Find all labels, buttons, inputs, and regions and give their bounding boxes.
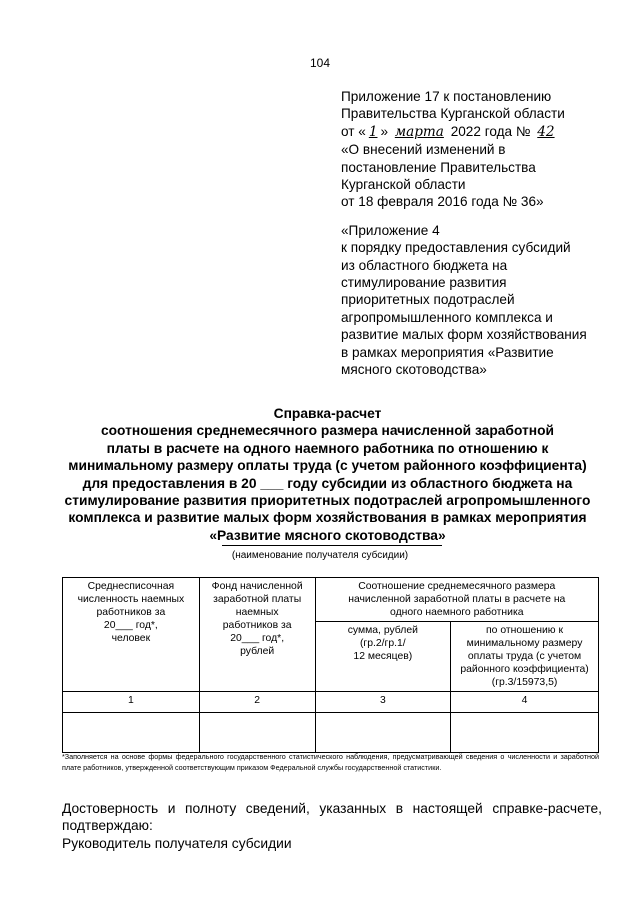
annex-line-5: постановление Правительства — [341, 159, 536, 175]
footnote: *Заполняется на основе формы федерального государственного статистического наблюдения, предусматривающей сведения о численности и заработной плате работников, утвержденной соответствующим приказом Федеральной службы государственной статистики. — [62, 752, 599, 772]
title-line: соотношения среднемесячного размера начисленной заработной — [100, 423, 555, 439]
column-number: 3 — [315, 692, 451, 713]
title-line: «Развитие мясного скотоводства» — [209, 527, 446, 543]
employee-count-cell[interactable] — [63, 713, 200, 753]
appendix-line: в рамках мероприятия «Развитие — [341, 344, 554, 360]
annex-block — [341, 88, 611, 379]
document-title — [55, 405, 600, 544]
annex-date-prefix: от « — [341, 123, 366, 139]
confirmation-line-1: Достоверность и полноту сведений, указанных в настоящей справке-расчете, — [62, 801, 602, 816]
payroll-fund-cell[interactable] — [199, 713, 315, 753]
page-number: 104 — [309, 56, 331, 70]
annex-line-1: Приложение 17 к постановлению — [341, 89, 552, 104]
annex-line-2: Правительства Курганской области — [341, 106, 565, 122]
header-employee-count: Среднесписочная численность наемных работников за 20___ год*, человек — [63, 578, 200, 692]
confirmation-line-2: подтверждаю: — [62, 818, 153, 834]
annex-date-year: 2022 года № — [450, 123, 531, 139]
calculation-table — [62, 577, 599, 753]
appendix-line: развитие малых форм хозяйствования — [341, 327, 587, 343]
appendix-line: из областного бюджета на — [341, 257, 508, 273]
appendix-line: приоритетных подотраслей — [341, 292, 515, 308]
title-line: комплекса и развитие малых форм хозяйствования в рамках мероприятия — [68, 510, 587, 526]
title-line: Справка-расчет — [273, 406, 382, 421]
amount-cell[interactable] — [315, 713, 451, 753]
handwritten-day: 1 — [368, 123, 378, 140]
column-number: 2 — [199, 692, 315, 713]
appendix-line: к порядку предоставления субсидий — [341, 240, 571, 256]
header-payroll-fund: Фонд начисленной заработной платы наемных работников за 20___ год*, рублей — [199, 578, 315, 692]
recipient-name-field[interactable] — [222, 545, 442, 546]
appendix-line: «Приложение 4 — [341, 222, 440, 238]
title-line: для предоставления в 20 ___ году субсидии из областного бюджета на — [82, 475, 573, 491]
appendix-line: мясного скотоводства» — [341, 362, 487, 378]
title-line: минимальному размеру оплаты труда (с учетом районного коэффициента) — [68, 458, 587, 474]
ratio-cell[interactable] — [451, 713, 599, 753]
handwritten-month: марта — [394, 123, 444, 140]
column-number: 4 — [451, 692, 599, 713]
confirmation-block — [62, 800, 602, 852]
appendix-line: агропромышленного комплекса и — [341, 309, 553, 325]
annex-line-4: «О внесений изменений в — [341, 142, 506, 158]
annex-line-7: от 18 февраля 2016 года № 36» — [341, 194, 544, 210]
header-min-wage-ratio: по отношению к минимальному размеру оплаты труда (с учетом районного коэффициента) (гр.3/15973,5) — [451, 622, 599, 692]
recipient-caption: (наименование получателя субсидии) — [231, 550, 409, 561]
appendix-line: стимулирование развития — [341, 275, 507, 291]
title-line: платы в расчете на одного наемного работника по отношению к — [106, 440, 549, 456]
head-of-recipient-label: Руководитель получателя субсидии — [62, 835, 292, 851]
column-number: 1 — [63, 692, 200, 713]
title-line: стимулирование развития приоритетных подотраслей агропромышленного — [64, 493, 591, 509]
annex-date-line — [341, 123, 611, 141]
annex-date-mid: » — [380, 123, 389, 139]
annex-line-6: Курганской области — [341, 177, 466, 193]
header-wage-ratio: Соотношение среднемесячного размера начисленной заработной платы в расчете на одного наемного работника — [315, 578, 598, 622]
handwritten-number: 42 — [537, 123, 555, 140]
header-amount-rubles: сумма, рублей (гр.2/гр.1/ 12 месяцев) — [315, 622, 451, 692]
